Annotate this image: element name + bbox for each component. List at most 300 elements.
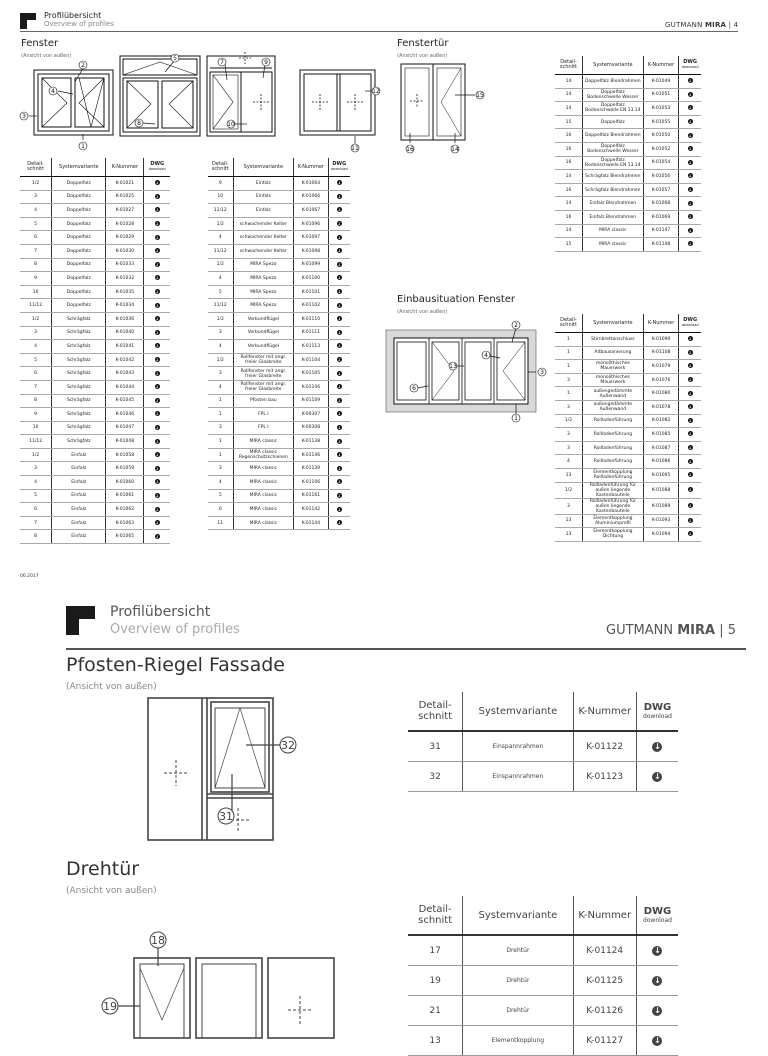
table-row	[208, 408, 350, 422]
cell-knummer: K-01082	[643, 414, 679, 428]
table-row	[20, 435, 170, 449]
download-icon[interactable]: ↓	[337, 492, 341, 498]
cell-detail: 16	[555, 156, 582, 170]
cell-detail: 10	[20, 285, 52, 299]
cell-dwg	[328, 312, 350, 326]
cell-dwg	[144, 272, 170, 286]
col-dwg-label: DWG	[683, 59, 698, 65]
cell-system: Einfalz Blendrahmen	[582, 197, 643, 211]
cell-detail: 11/12	[208, 299, 233, 313]
download-icon[interactable]: ↓	[337, 316, 341, 322]
download-icon[interactable]: ↓	[688, 336, 692, 342]
download-icon[interactable]: ↓	[688, 91, 692, 97]
cell-system: MIRA classic	[582, 238, 643, 252]
download-icon[interactable]: ↓	[337, 275, 341, 281]
download-icon[interactable]: ↓	[337, 343, 341, 349]
download-icon[interactable]: ↓	[155, 506, 159, 512]
table-row	[555, 183, 701, 197]
table-row	[555, 400, 701, 414]
cell-detail: 1	[208, 394, 233, 408]
section-sub-einbau: (Ansicht von außen)	[397, 309, 448, 315]
cell-system: Rollfenster mit angr. freier Glasbreite	[233, 353, 294, 367]
download-icon[interactable]: ↓	[337, 329, 341, 335]
cell-system: Einfalz	[52, 489, 106, 503]
cell-dwg	[679, 197, 701, 211]
table-row	[20, 299, 170, 313]
cell-dwg	[328, 190, 350, 204]
cell-dwg	[328, 217, 350, 231]
cell-dwg	[328, 340, 350, 354]
download-icon[interactable]: ↓	[155, 302, 159, 308]
callout-d-a: 18	[151, 934, 165, 947]
cell-detail: 13	[555, 528, 582, 542]
download-icon[interactable]: ↓	[155, 234, 159, 240]
callout-e1-b: 4	[484, 352, 488, 359]
download-icon[interactable]: ↓	[337, 411, 341, 417]
cell-knummer: K-01098	[294, 244, 328, 258]
brand-prefix: GUTMANN	[606, 623, 674, 638]
download-icon[interactable]: ↓	[155, 261, 159, 267]
cell-dwg	[328, 326, 350, 340]
cell-detail: 10	[208, 190, 233, 204]
download-icon[interactable]: ↓	[337, 452, 341, 458]
profile-table-drehtuer	[408, 896, 678, 1056]
cell-system: MIRA Spezo	[233, 285, 294, 299]
download-icon[interactable]: ↓	[654, 741, 661, 751]
download-icon[interactable]: ↓	[337, 207, 341, 213]
cell-detail: 14	[555, 197, 582, 211]
table-row	[20, 380, 170, 394]
download-icon[interactable]: ↓	[337, 465, 341, 471]
download-icon[interactable]: ↓	[337, 357, 341, 363]
download-icon[interactable]: ↓	[688, 159, 692, 165]
download-icon[interactable]: ↓	[688, 241, 692, 247]
cell-dwg	[144, 231, 170, 245]
cell-system: MIRA classic	[233, 476, 294, 490]
cell-knummer: K-01042	[106, 353, 144, 367]
cell-dwg	[679, 142, 701, 156]
cell-dwg	[679, 156, 701, 170]
download-icon[interactable]: ↓	[337, 397, 341, 403]
cell-detail: 1/2	[20, 448, 52, 462]
col-system: Systemvariante	[463, 692, 573, 731]
download-icon[interactable]: ↓	[654, 1005, 661, 1015]
table-row	[555, 210, 701, 224]
download-icon[interactable]: ↓	[688, 472, 692, 478]
table-row	[555, 482, 701, 498]
download-icon[interactable]: ↓	[688, 132, 692, 138]
cell-detail: 5	[20, 489, 52, 503]
download-icon[interactable]: ↓	[688, 187, 692, 193]
cell-knummer: K-01021	[106, 177, 144, 191]
cell-detail: 3	[555, 428, 582, 442]
cell-dwg	[679, 238, 701, 252]
einbau-drawing	[382, 318, 552, 422]
callout-f2-b: 8	[137, 120, 141, 127]
cell-detail: 4	[208, 272, 233, 286]
cell-dwg	[636, 935, 678, 966]
download-icon[interactable]: ↓	[688, 458, 692, 464]
cell-system: Elementkopplung Rollladenführung	[582, 468, 643, 482]
cell-dwg	[144, 258, 170, 272]
cell-detail: 13	[555, 468, 582, 482]
col-system: Systemvariante	[582, 314, 643, 333]
table-row	[555, 514, 701, 528]
cell-system: Schrägfalz	[52, 408, 106, 422]
col-dwg-sub: download	[642, 917, 672, 924]
download-icon[interactable]: ↓	[337, 180, 341, 186]
download-icon[interactable]: ↓	[688, 200, 692, 206]
cell-detail: 4	[208, 231, 233, 245]
cell-detail: 1/2	[555, 482, 582, 498]
table-row	[555, 142, 701, 156]
cell-dwg	[679, 129, 701, 143]
table-row	[20, 462, 170, 476]
table-row	[408, 1026, 678, 1056]
table-row	[408, 935, 678, 966]
cell-dwg	[679, 360, 701, 374]
cell-knummer: K-01110	[294, 312, 328, 326]
cell-knummer: K-01051	[643, 88, 679, 102]
cell-detail: 1/2	[20, 177, 52, 191]
download-icon[interactable]: ↓	[155, 221, 159, 227]
download-icon[interactable]: ↓	[155, 248, 159, 254]
cell-knummer: K-01029	[106, 231, 144, 245]
cell-dwg	[144, 489, 170, 503]
cell-dwg	[328, 448, 350, 462]
cell-dwg	[679, 498, 701, 514]
cell-knummer: K-01146	[294, 448, 328, 462]
cell-knummer: K-01095	[643, 468, 679, 482]
download-icon[interactable]: ↓	[155, 180, 159, 186]
cell-detail: 1	[555, 387, 582, 401]
callout-f1-c: 3	[22, 113, 26, 120]
cell-dwg	[328, 285, 350, 299]
download-icon[interactable]: ↓	[337, 384, 341, 390]
download-icon[interactable]: ↓	[654, 1035, 661, 1045]
cell-knummer: K-01100	[294, 272, 328, 286]
cell-dwg	[144, 299, 170, 313]
cell-detail: 14	[555, 170, 582, 184]
cell-detail: 10	[20, 421, 52, 435]
table-row	[208, 285, 350, 299]
table-row	[555, 170, 701, 184]
download-icon[interactable]: ↓	[337, 438, 341, 444]
cell-knummer: K-01099	[294, 258, 328, 272]
table-row	[20, 244, 170, 258]
cell-system: Schrägfalz Blendrahmen	[582, 183, 643, 197]
cell-dwg	[679, 88, 701, 102]
cell-knummer: K-01097	[294, 231, 328, 245]
download-icon[interactable]: ↓	[155, 316, 159, 322]
download-icon[interactable]: ↓	[155, 207, 159, 213]
table-row	[208, 394, 350, 408]
pfosten-drawing	[140, 694, 320, 844]
download-icon[interactable]: ↓	[155, 357, 159, 363]
section-sub-drehtuer: (Ansicht von außen)	[66, 886, 157, 896]
cell-dwg	[679, 441, 701, 455]
col-dwg	[144, 158, 170, 177]
download-icon[interactable]: ↓	[155, 533, 159, 539]
cell-detail: 11/12	[20, 435, 52, 449]
cell-knummer: K-01093	[643, 514, 679, 528]
table-row	[208, 258, 350, 272]
cell-dwg	[679, 514, 701, 528]
cell-system: Doppelfalz Blendrahmen	[582, 129, 643, 143]
download-icon[interactable]: ↓	[688, 349, 692, 355]
download-icon[interactable]: ↓	[155, 275, 159, 281]
download-icon[interactable]: ↓	[688, 431, 692, 437]
download-icon[interactable]: ↓	[688, 146, 692, 152]
cell-dwg	[144, 340, 170, 354]
download-icon[interactable]: ↓	[688, 119, 692, 125]
cell-detail: 11/12	[208, 204, 233, 218]
download-icon[interactable]: ↓	[688, 503, 692, 509]
cell-system: MIRA classic	[582, 224, 643, 238]
cell-detail: 5	[20, 217, 52, 231]
cell-dwg	[679, 170, 701, 184]
table-row	[555, 238, 701, 252]
cell-system: MIRA Spezo	[233, 258, 294, 272]
download-icon[interactable]: ↓	[155, 492, 159, 498]
table-row	[208, 231, 350, 245]
header-subtitle: Overview of profiles	[110, 622, 240, 637]
cell-knummer: K-01079	[643, 360, 679, 374]
download-icon[interactable]: ↓	[654, 975, 661, 985]
download-icon[interactable]: ↓	[155, 452, 159, 458]
cell-system: Doppelfalz	[52, 204, 106, 218]
cell-dwg	[328, 516, 350, 530]
cell-knummer: K-01053	[643, 102, 679, 116]
header-brand	[665, 21, 738, 29]
table-row	[555, 129, 701, 143]
col-dwg-sub: download	[148, 167, 166, 171]
cell-detail: 3	[20, 190, 52, 204]
table-row	[208, 380, 350, 394]
download-icon[interactable]: ↓	[155, 438, 159, 444]
download-icon[interactable]: ↓	[337, 424, 341, 430]
download-icon[interactable]: ↓	[688, 417, 692, 423]
download-icon[interactable]: ↓	[654, 771, 661, 781]
cell-detail: 4	[208, 340, 233, 354]
table-row	[208, 272, 350, 286]
download-icon[interactable]: ↓	[688, 377, 692, 383]
col-dwg	[679, 314, 701, 333]
cell-detail: 7	[20, 380, 52, 394]
table-row	[408, 731, 678, 762]
download-icon[interactable]: ↓	[688, 363, 692, 369]
download-icon[interactable]: ↓	[688, 445, 692, 451]
cell-dwg	[328, 204, 350, 218]
cell-system: Schrägfalz	[52, 367, 106, 381]
download-icon[interactable]: ↓	[337, 370, 341, 376]
table-row	[20, 530, 170, 544]
callout-f1-d: 1	[81, 143, 85, 150]
download-icon[interactable]: ↓	[155, 384, 159, 390]
download-icon[interactable]: ↓	[688, 227, 692, 233]
cell-dwg	[679, 373, 701, 387]
download-icon[interactable]: ↓	[688, 404, 692, 410]
cell-dwg	[144, 190, 170, 204]
cell-knummer: K-01138	[294, 435, 328, 449]
cell-detail: 3	[555, 400, 582, 414]
cell-detail: 6	[208, 503, 233, 517]
cell-system: Einfalz	[52, 448, 106, 462]
cell-dwg	[144, 530, 170, 544]
cell-knummer: K-01067	[294, 204, 328, 218]
cell-knummer: K-01147	[643, 224, 679, 238]
cell-system: Verbundflügel	[233, 312, 294, 326]
cell-dwg	[328, 244, 350, 258]
cell-dwg	[328, 503, 350, 517]
cell-dwg	[144, 421, 170, 435]
cell-dwg	[144, 244, 170, 258]
download-icon[interactable]: ↓	[155, 193, 159, 199]
cell-knummer: K-01036	[106, 312, 144, 326]
download-icon[interactable]: ↓	[337, 234, 341, 240]
download-icon[interactable]: ↓	[155, 329, 159, 335]
download-icon[interactable]: ↓	[337, 302, 341, 308]
download-icon[interactable]: ↓	[155, 289, 159, 295]
download-icon[interactable]: ↓	[688, 78, 692, 84]
cell-system: Rollladenführung für außen liegende Kastenbauteile	[582, 498, 643, 514]
cell-knummer: K-01087	[643, 441, 679, 455]
cell-detail: 16	[555, 210, 582, 224]
download-icon[interactable]: ↓	[337, 221, 341, 227]
cell-system: Schrägfalz	[52, 380, 106, 394]
callout-e1-f: 1	[514, 415, 518, 422]
col-dwg	[679, 56, 701, 75]
cell-system: Pfosten bau	[233, 394, 294, 408]
section-title-drehtuer: Drehtür	[66, 858, 140, 880]
download-icon[interactable]: ↓	[337, 479, 341, 485]
profile-table-a	[20, 158, 170, 544]
cell-dwg	[144, 462, 170, 476]
cell-detail: 14	[555, 88, 582, 102]
cell-system: Schrägfalz	[52, 421, 106, 435]
cell-detail: 11/12	[20, 299, 52, 313]
cell-detail: 1/2	[20, 312, 52, 326]
cell-knummer: K-01148	[643, 238, 679, 252]
table-row	[208, 340, 350, 354]
cell-knummer: K-01104	[294, 353, 328, 367]
cell-dwg	[636, 966, 678, 996]
cell-knummer: K-01126	[573, 996, 636, 1026]
download-icon[interactable]: ↓	[337, 193, 341, 199]
col-system: Systemvariante	[582, 56, 643, 75]
table-row	[555, 346, 701, 360]
cell-system: Verbundflügel	[233, 340, 294, 354]
download-icon[interactable]: ↓	[155, 343, 159, 349]
cell-system: MIRA classic Regenschutzschienen	[233, 448, 294, 462]
cell-detail: 14	[555, 75, 582, 89]
download-icon[interactable]: ↓	[688, 487, 692, 493]
download-icon[interactable]: ↓	[155, 424, 159, 430]
download-icon[interactable]: ↓	[155, 479, 159, 485]
download-icon[interactable]: ↓	[688, 105, 692, 111]
download-icon[interactable]: ↓	[337, 520, 341, 526]
download-icon[interactable]: ↓	[155, 520, 159, 526]
drehtuer-drawing	[96, 928, 356, 1024]
cell-dwg	[679, 468, 701, 482]
download-icon[interactable]: ↓	[337, 506, 341, 512]
cell-detail: 1/2	[208, 258, 233, 272]
download-icon[interactable]: ↓	[688, 390, 692, 396]
download-icon[interactable]: ↓	[337, 248, 341, 254]
cell-knummer: K-01144	[294, 516, 328, 530]
col-detail: Detail- schnitt	[408, 896, 463, 935]
cell-dwg	[144, 503, 170, 517]
cell-system: Einfalz	[233, 177, 294, 191]
cell-system: Einfalz	[52, 503, 106, 517]
cell-knummer: K-01123	[573, 762, 636, 792]
table-row	[555, 428, 701, 442]
download-icon[interactable]: ↓	[155, 411, 159, 417]
table-row	[555, 156, 701, 170]
cell-knummer: K-01088	[643, 482, 679, 498]
cell-dwg	[679, 428, 701, 442]
cell-detail: 4	[20, 204, 52, 218]
download-icon[interactable]: ↓	[337, 289, 341, 295]
cell-dwg	[328, 380, 350, 394]
cell-detail: 21	[408, 996, 463, 1026]
cell-knummer: K-01096	[294, 217, 328, 231]
gutmann-logo-icon	[20, 13, 36, 29]
download-icon[interactable]: ↓	[688, 173, 692, 179]
download-icon[interactable]: ↓	[155, 370, 159, 376]
download-icon[interactable]: ↓	[155, 397, 159, 403]
cell-dwg	[144, 285, 170, 299]
cell-detail: 3	[208, 367, 233, 381]
cell-system: Einfalz	[233, 190, 294, 204]
table-row	[408, 966, 678, 996]
cell-detail: 1	[555, 360, 582, 374]
cell-detail: 7	[20, 244, 52, 258]
table-row	[555, 224, 701, 238]
cell-system: Altbausanierung	[582, 346, 643, 360]
download-icon[interactable]: ↓	[688, 214, 692, 220]
cell-detail: 1/2	[208, 353, 233, 367]
col-system: Systemvariante	[52, 158, 106, 177]
cell-knummer: K-01052	[643, 142, 679, 156]
download-icon[interactable]: ↓	[654, 945, 661, 955]
cell-knummer: K-01090	[643, 333, 679, 347]
cell-system: FPL I	[233, 408, 294, 422]
cell-dwg	[679, 183, 701, 197]
cell-dwg	[328, 435, 350, 449]
callout-t1-c: 14	[451, 146, 459, 153]
cell-detail: 1/2	[208, 312, 233, 326]
cell-knummer: K-01062	[106, 503, 144, 517]
cell-detail: 1	[208, 448, 233, 462]
col-dwg-label: DWG	[150, 161, 165, 167]
cell-knummer: K-01025	[106, 190, 144, 204]
table-row	[555, 498, 701, 514]
cell-detail: 1/2	[555, 414, 582, 428]
cell-system: Schrägfalz	[52, 394, 106, 408]
cell-system: Einfalz	[52, 516, 106, 530]
cell-detail: 4	[20, 476, 52, 490]
col-knummer: K-Nummer	[643, 56, 679, 75]
download-icon[interactable]: ↓	[337, 261, 341, 267]
download-icon[interactable]: ↓	[688, 517, 692, 523]
download-icon[interactable]: ↓	[688, 531, 692, 537]
cell-detail: 14	[555, 224, 582, 238]
download-icon[interactable]: ↓	[155, 465, 159, 471]
cell-system: Schrägfalz	[52, 435, 106, 449]
cell-knummer: K-01058	[106, 448, 144, 462]
cell-detail: 6	[20, 367, 52, 381]
